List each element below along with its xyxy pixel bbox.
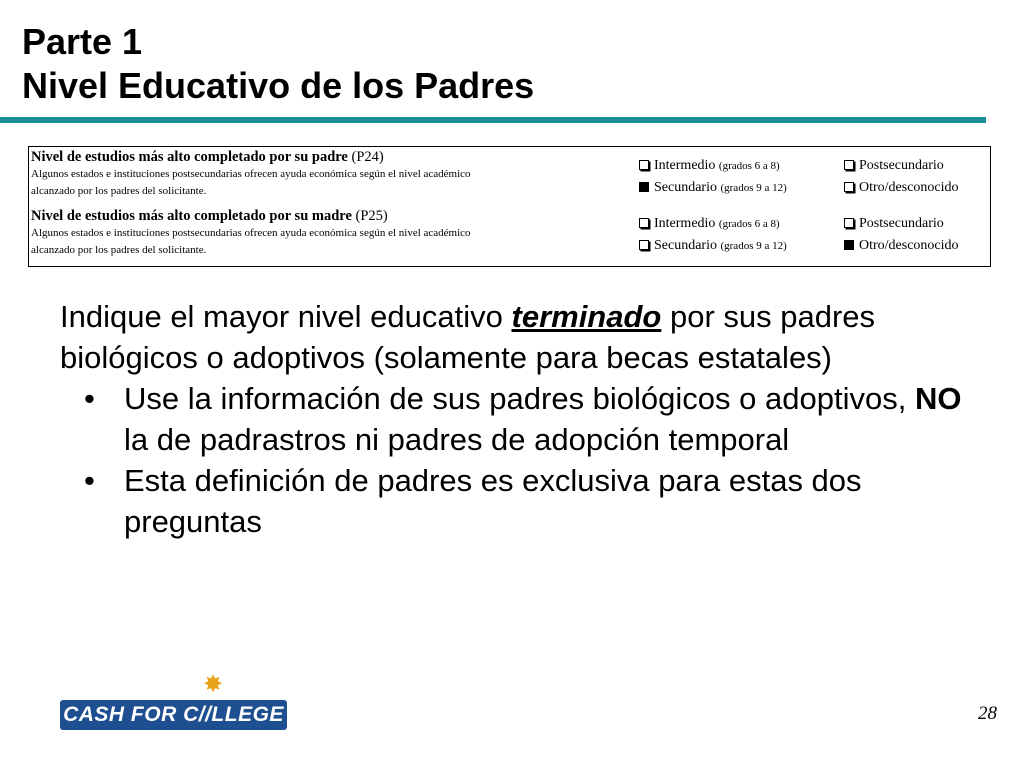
checkbox-icon <box>844 182 854 192</box>
checkbox-icon <box>844 218 854 228</box>
intro-paragraph: Indique el mayor nivel educativo terminado por sus padres biológicos o adoptivos (solamente para becas estatales) <box>60 299 876 375</box>
question-desc-line-1: Algunos estados e instituciones postsecundarias ofrecen ayuda económica según el nivel académico <box>31 168 471 180</box>
option-p25-secundario[interactable]: Secundario (grados 9 a 12) <box>639 237 787 255</box>
slide-body <box>60 296 980 542</box>
list-item: • Esta definición de padres es exclusiva para estas dos preguntas <box>60 460 980 542</box>
star-icon: ✸ <box>203 671 224 698</box>
question-heading: Nivel de estudios más alto completado por su padre (P24) <box>31 149 384 165</box>
option-p25-postsecundario[interactable]: Postsecundario <box>844 215 944 233</box>
emphasis-terminado: terminado <box>511 299 662 334</box>
question-desc-line-2: alcanzado por los padres del solicitante. <box>31 185 207 197</box>
title-divider <box>0 117 986 123</box>
fafsa-form-excerpt <box>28 146 991 267</box>
page-number: 28 <box>978 703 997 724</box>
logo-wordmark: CASH FOR C//LLEGE <box>60 700 287 730</box>
checked-box-icon <box>844 240 854 250</box>
question-p25 <box>31 207 641 259</box>
cash-for-college-logo <box>60 672 287 732</box>
option-p24-secundario[interactable]: Secundario (grados 9 a 12) <box>639 179 787 197</box>
slide-title <box>22 20 534 108</box>
checkbox-icon <box>844 160 854 170</box>
question-desc-line-2: alcanzado por los padres del solicitante. <box>31 244 207 256</box>
option-p25-otro[interactable]: Otro/desconocido <box>844 237 959 255</box>
option-p24-intermedio[interactable]: Intermedio (grados 6 a 8) <box>639 157 780 175</box>
bullet-icon: • <box>84 463 95 498</box>
bullet-icon: • <box>84 381 95 416</box>
question-desc-line-1: Algunos estados e instituciones postsecundarias ofrecen ayuda económica según el nivel académico <box>31 227 471 239</box>
option-p24-postsecundario[interactable]: Postsecundario <box>844 157 944 175</box>
list-item: • Use la información de sus padres biológicos o adoptivos, NO la de padrastros ni padres de adopción temporal <box>60 378 980 460</box>
option-p25-intermedio[interactable]: Intermedio (grados 6 a 8) <box>639 215 780 233</box>
title-line-2: Nivel Educativo de los Padres <box>22 65 535 106</box>
checked-box-icon <box>639 182 649 192</box>
checkbox-icon <box>639 218 649 228</box>
option-p24-otro[interactable]: Otro/desconocido <box>844 179 959 197</box>
question-heading: Nivel de estudios más alto completado por su madre (P25) <box>31 208 388 224</box>
bullet-list <box>60 378 980 542</box>
checkbox-icon <box>639 160 649 170</box>
question-p24 <box>31 148 641 200</box>
title-line-1: Parte 1 <box>22 21 143 62</box>
emphasis-no: NO <box>914 381 962 416</box>
checkbox-icon <box>639 240 649 250</box>
